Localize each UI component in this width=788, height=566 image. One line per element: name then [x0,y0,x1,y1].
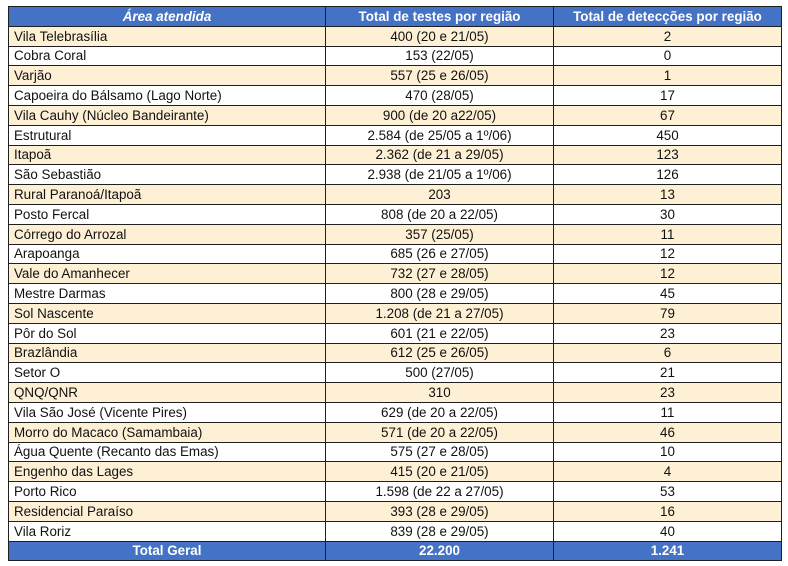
detections-cell[interactable]: 67 [554,105,782,125]
table-row [9,105,782,125]
tests-cell[interactable]: 415 (20 e 21/05) [326,462,554,482]
area-cell[interactable]: Vila Cauhy (Núcleo Bandeirante) [9,105,326,125]
detections-cell[interactable]: 11 [554,402,782,422]
tests-cell[interactable]: 400 (20 e 21/05) [326,26,554,46]
total-detections[interactable]: 1.241 [554,541,782,561]
area-cell[interactable]: Pôr do Sol [9,323,326,343]
detections-cell[interactable]: 0 [554,46,782,66]
detections-cell[interactable]: 46 [554,422,782,442]
detections-cell[interactable]: 4 [554,462,782,482]
area-cell[interactable]: Estrutural [9,125,326,145]
tests-cell[interactable]: 2.938 (de 21/05 a 1º/06) [326,165,554,185]
detections-cell[interactable]: 79 [554,303,782,323]
detections-cell[interactable]: 45 [554,284,782,304]
table-row [9,86,782,106]
total-row [9,541,782,561]
detections-cell[interactable]: 21 [554,363,782,383]
spreadsheet-view [8,6,781,561]
tests-cell[interactable]: 1.598 (de 22 a 27/05) [326,482,554,502]
tests-cell[interactable]: 393 (28 e 29/05) [326,501,554,521]
tests-cell[interactable]: 1.208 (de 21 a 27/05) [326,303,554,323]
table-row [9,383,782,403]
area-cell[interactable]: Córrego do Arrozal [9,224,326,244]
detections-cell[interactable]: 6 [554,343,782,363]
header-row [9,7,782,27]
table-row [9,145,782,165]
table-row [9,422,782,442]
table-row [9,402,782,422]
area-cell[interactable]: Vila Roriz [9,521,326,541]
table-row [9,185,782,205]
tests-cell[interactable]: 612 (25 e 26/05) [326,343,554,363]
table-row [9,264,782,284]
table-row [9,204,782,224]
detections-cell[interactable]: 2 [554,26,782,46]
tests-cell[interactable]: 685 (26 e 27/05) [326,244,554,264]
detections-cell[interactable]: 10 [554,442,782,462]
area-cell[interactable]: Porto Rico [9,482,326,502]
detections-cell[interactable]: 12 [554,264,782,284]
detections-cell[interactable]: 40 [554,521,782,541]
detections-cell[interactable]: 12 [554,244,782,264]
area-cell[interactable]: Sol Nascente [9,303,326,323]
detections-cell[interactable]: 450 [554,125,782,145]
area-cell[interactable]: Vila Telebrasília [9,26,326,46]
tests-cell[interactable]: 601 (21 e 22/05) [326,323,554,343]
region-tests-table [8,6,782,561]
table-row [9,442,782,462]
area-cell[interactable]: Residencial Paraíso [9,501,326,521]
tests-cell[interactable]: 900 (de 20 a22/05) [326,105,554,125]
area-cell[interactable]: Rural Paranoá/Itapoã [9,185,326,205]
table-row [9,244,782,264]
tests-cell[interactable]: 575 (27 e 28/05) [326,442,554,462]
tests-cell[interactable]: 629 (de 20 a 22/05) [326,402,554,422]
table-row [9,224,782,244]
detections-cell[interactable]: 23 [554,383,782,403]
table-body [9,26,782,541]
area-cell[interactable]: Cobra Coral [9,46,326,66]
area-cell[interactable]: Morro do Macaco (Samambaia) [9,422,326,442]
area-cell[interactable]: Engenho das Lages [9,462,326,482]
tests-cell[interactable]: 357 (25/05) [326,224,554,244]
area-cell[interactable]: QNQ/QNR [9,383,326,403]
total-tests[interactable]: 22.200 [326,541,554,561]
area-cell[interactable]: Itapoã [9,145,326,165]
tests-cell[interactable]: 203 [326,185,554,205]
detections-cell[interactable]: 16 [554,501,782,521]
tests-cell[interactable]: 557 (25 e 26/05) [326,66,554,86]
detections-cell[interactable]: 17 [554,86,782,106]
tests-cell[interactable]: 310 [326,383,554,403]
table-row [9,303,782,323]
table-header [9,7,782,27]
table-row [9,462,782,482]
tests-cell[interactable]: 500 (27/05) [326,363,554,383]
area-cell[interactable]: Posto Fercal [9,204,326,224]
table-row [9,521,782,541]
table-row [9,363,782,383]
tests-cell[interactable]: 800 (28 e 29/05) [326,284,554,304]
area-cell[interactable]: São Sebastião [9,165,326,185]
header-tests[interactable]: Total de testes por região [326,7,554,27]
table-row [9,323,782,343]
detections-cell[interactable]: 30 [554,204,782,224]
table-row [9,125,782,145]
table-row [9,26,782,46]
detections-cell[interactable]: 123 [554,145,782,165]
table-row [9,343,782,363]
tests-cell[interactable]: 839 (28 e 29/05) [326,521,554,541]
tests-cell[interactable]: 732 (27 e 28/05) [326,264,554,284]
tests-cell[interactable]: 2.362 (de 21 a 29/05) [326,145,554,165]
detections-cell[interactable]: 1 [554,66,782,86]
area-cell[interactable]: Varjão [9,66,326,86]
table-row [9,66,782,86]
tests-cell[interactable]: 2.584 (de 25/05 a 1º/06) [326,125,554,145]
table-row [9,46,782,66]
tests-cell[interactable]: 470 (28/05) [326,86,554,106]
tests-cell[interactable]: 808 (de 20 a 22/05) [326,204,554,224]
area-cell[interactable]: Capoeira do Bálsamo (Lago Norte) [9,86,326,106]
table-row [9,482,782,502]
header-detections[interactable]: Total de detecções por região [554,7,782,27]
area-cell[interactable]: Brazlândia [9,343,326,363]
header-area[interactable]: Área atendida [9,7,326,27]
area-cell[interactable]: Mestre Darmas [9,284,326,304]
area-cell[interactable]: Água Quente (Recanto das Emas) [9,442,326,462]
tests-cell[interactable]: 153 (22/05) [326,46,554,66]
detections-cell[interactable]: 11 [554,224,782,244]
detections-cell[interactable]: 23 [554,323,782,343]
total-label[interactable]: Total Geral [9,541,326,561]
tests-cell[interactable]: 571 (de 20 a 22/05) [326,422,554,442]
detections-cell[interactable]: 126 [554,165,782,185]
area-cell[interactable]: Vila São José (Vicente Pires) [9,402,326,422]
table-row [9,284,782,304]
table-row [9,165,782,185]
table-row [9,501,782,521]
area-cell[interactable]: Vale do Amanhecer [9,264,326,284]
area-cell[interactable]: Setor O [9,363,326,383]
table-footer [9,541,782,561]
detections-cell[interactable]: 53 [554,482,782,502]
detections-cell[interactable]: 13 [554,185,782,205]
area-cell[interactable]: Arapoanga [9,244,326,264]
